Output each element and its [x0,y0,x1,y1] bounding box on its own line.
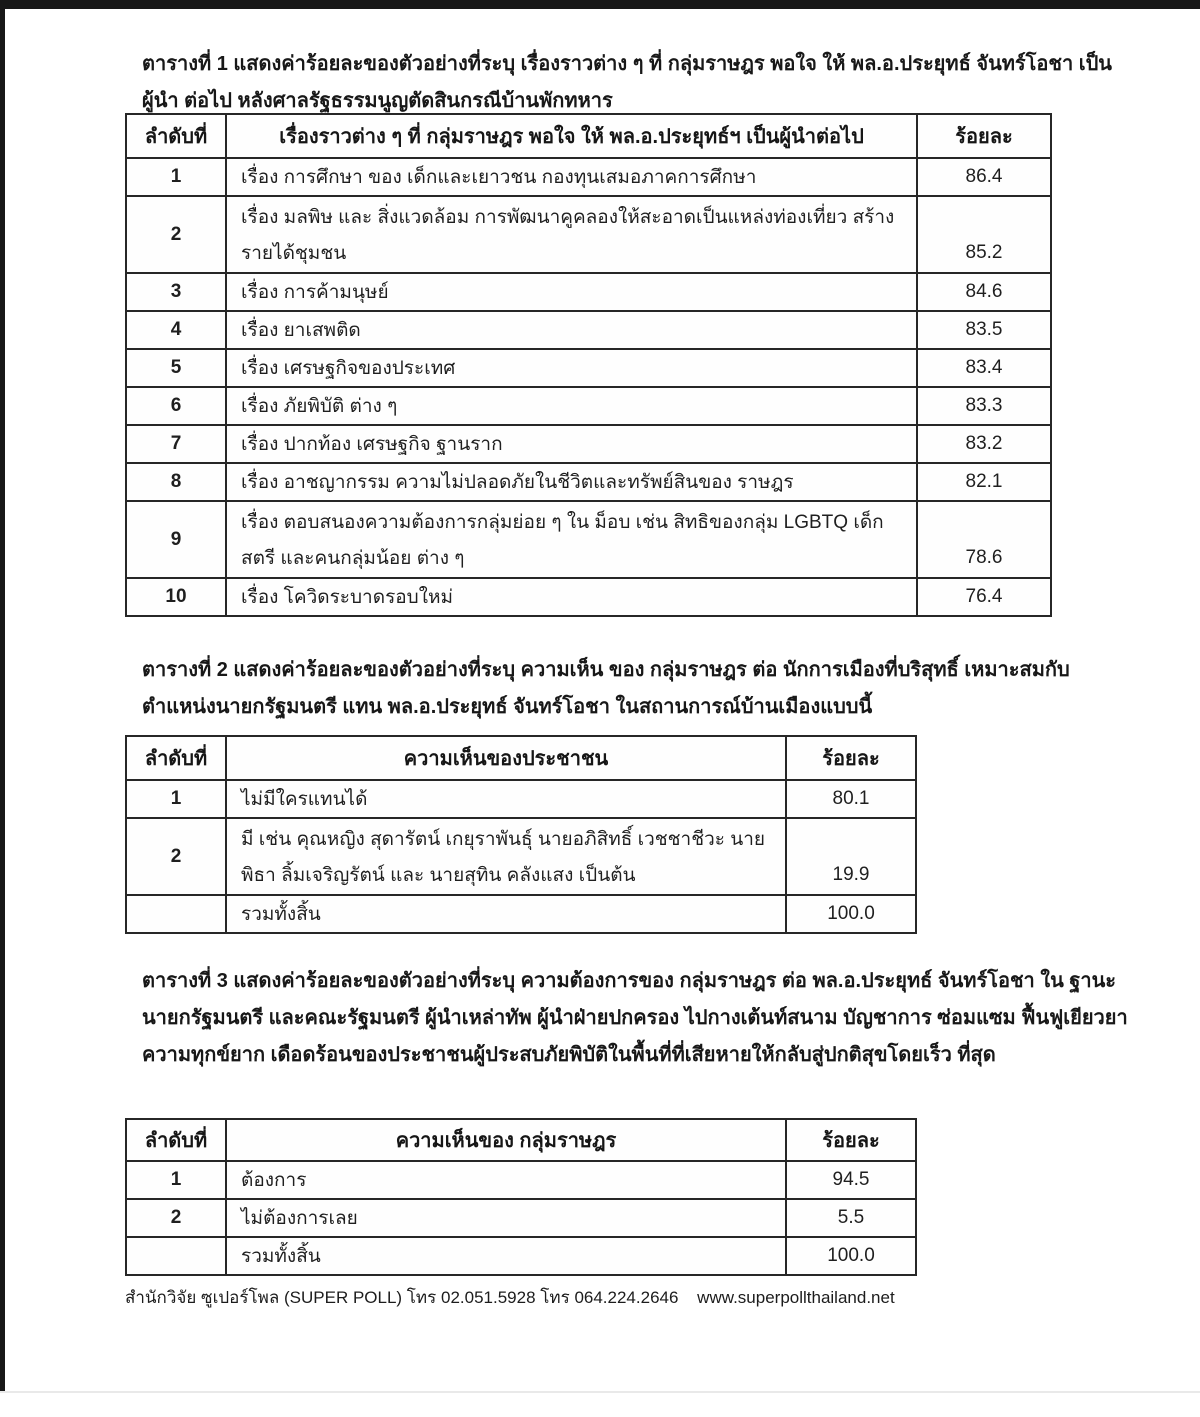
row-text: เรื่อง เศรษฐกิจของประเทศ [226,349,917,387]
table-row [126,387,1051,425]
table-1 [125,113,1052,617]
column-header-opinion: ความเห็นของประชาชน [226,736,786,780]
table-row [126,158,1051,196]
row-number: 1 [126,1161,226,1199]
table-row [126,196,1051,273]
table-row [126,1237,916,1275]
row-text: เรื่อง การศึกษา ของ เด็กและเยาวชน กองทุนเสมอภาคการศึกษา [226,158,917,196]
table-1-header-row [126,114,1051,158]
row-percent: 83.4 [917,349,1051,387]
row-number [126,1237,226,1275]
row-number: 2 [126,818,226,895]
row-percent: 76.4 [917,578,1051,616]
row-number: 3 [126,273,226,311]
scan-edge-left [0,0,5,1392]
table-3-title: ตารางที่ 3 แสดงค่าร้อยละของตัวอย่างที่ระบุ ความต้องการของ กลุ่มราษฎร ต่อ พล.อ.ประยุทธ์ จันทร์โอชา ใน ฐานะ นายกรัฐมนตรี และคณะรัฐมนตรี ผู้นำเหล่าทัพ ผู้นำฝ่ายปกครอง ไปกางเต้นท์สนาม บัญชาการ ซ่อมแซม ฟื้นฟูเยียวยา ความทุกข์ยาก เดือดร้อนของประชาชนผู้ประสบภัยพิบัติในพื้นที่ที่เสียหายให้กลับสู่ปกติสุขโดยเร็ว ที่สุด [142,970,1128,1066]
table-row [126,349,1051,387]
row-text: รวมทั้งสิ้น [226,895,786,933]
table-row [126,311,1051,349]
row-text: ไม่มีใครแทนได้ [226,780,786,818]
row-text: รวมทั้งสิ้น [226,1237,786,1275]
row-number: 7 [126,425,226,463]
table-row [126,780,916,818]
column-header-percent: ร้อยละ [786,1119,916,1161]
table-1-title: ตารางที่ 1 แสดงค่าร้อยละของตัวอย่างที่ระบุ เรื่องราวต่าง ๆ ที่ กลุ่มราษฎร พอใจ ให้ พล.อ.ประยุทธ์ จันทร์โอชา เป็นผู้นำ ต่อไป หลังศาลรัฐธรรมนูญตัดสินกรณีบ้านพักทหาร [142,53,1112,112]
row-number: 10 [126,578,226,616]
row-number: 2 [126,196,226,273]
row-percent: 82.1 [917,463,1051,501]
row-number: 8 [126,463,226,501]
row-percent: 100.0 [786,1237,916,1275]
row-percent: 94.5 [786,1161,916,1199]
row-number: 6 [126,387,226,425]
table-row [126,463,1051,501]
row-number: 2 [126,1199,226,1237]
table-row [126,1161,916,1199]
row-text: เรื่อง ภัยพิบัติ ต่าง ๆ [226,387,917,425]
row-percent: 85.2 [917,196,1051,273]
row-number: 9 [126,501,226,578]
table-row [126,273,1051,311]
table-3-header-row [126,1119,916,1161]
row-text: เรื่อง ยาเสพติด [226,311,917,349]
footer [125,1284,895,1311]
row-number: 4 [126,311,226,349]
row-text: เรื่อง มลพิษ และ สิ่งแวดล้อม การพัฒนาคูคลองให้สะอาดเป็นแหล่งท่องเที่ยว สร้าง รายได้ชุมชน [226,196,917,273]
scan-edge-bottom [0,1391,1200,1393]
row-text: ไม่ต้องการเลย [226,1199,786,1237]
row-text: ต้องการ [226,1161,786,1199]
footer-website: www.superpollthailand.net [697,1288,895,1307]
row-text: เรื่อง ตอบสนองความต้องการกลุ่มย่อย ๆ ใน ม็อบ เช่น สิทธิของกลุ่ม LGBTQ เด็ก สตรี และคนกลุ่มน้อย ต่าง ๆ [226,501,917,578]
column-header-rank: ลำดับที่ [126,114,226,158]
table-row [126,895,916,933]
row-percent: 5.5 [786,1199,916,1237]
row-text: เรื่อง การค้ามนุษย์ [226,273,917,311]
table-row [126,578,1051,616]
table-2-header-row [126,736,916,780]
row-percent: 83.3 [917,387,1051,425]
row-number: 1 [126,780,226,818]
row-percent: 83.2 [917,425,1051,463]
row-percent: 84.6 [917,273,1051,311]
column-header-percent: ร้อยละ [786,736,916,780]
row-percent: 86.4 [917,158,1051,196]
table-row [126,425,1051,463]
row-percent: 100.0 [786,895,916,933]
column-header-topic: เรื่องราวต่าง ๆ ที่ กลุ่มราษฎร พอใจ ให้ พล.อ.ประยุทธ์ฯ เป็นผู้นำต่อไป [226,114,917,158]
row-number: 1 [126,158,226,196]
row-text: เรื่อง อาชญากรรม ความไม่ปลอดภัยในชีวิตและทรัพย์สินของ ราษฎร [226,463,917,501]
column-header-opinion: ความเห็นของ กลุ่มราษฎร [226,1119,786,1161]
column-header-rank: ลำดับที่ [126,736,226,780]
row-text: มี เช่น คุณหญิง สุดารัตน์ เกยุราพันธุ์ นายอภิสิทธิ์ เวชชาชีวะ นายพิธา ลิ้มเจริญรัตน์ และ นายสุทิน คลังแสง เป็นต้น [226,818,786,895]
row-percent: 78.6 [917,501,1051,578]
row-percent: 80.1 [786,780,916,818]
row-percent: 19.9 [786,818,916,895]
table-2 [125,735,917,934]
row-number: 5 [126,349,226,387]
table-2-title: ตารางที่ 2 แสดงค่าร้อยละของตัวอย่างที่ระบุ ความเห็น ของ กลุ่มราษฎร ต่อ นักการเมืองที่บริสุทธิ์ เหมาะสมกับ ตำแหน่งนายกรัฐมนตรี แทน พล.อ.ประยุทธ์ จันทร์โอชา ในสถานการณ์บ้านเมืองแบบนี้ [142,659,1070,718]
row-text: เรื่อง โควิดระบาดรอบใหม่ [226,578,917,616]
table-3 [125,1118,917,1276]
table-row [126,818,916,895]
row-percent: 83.5 [917,311,1051,349]
column-header-percent: ร้อยละ [917,114,1051,158]
table-row [126,501,1051,578]
table-row [126,1199,916,1237]
footer-source: สำนักวิจัย ซูเปอร์โพล (SUPER POLL) โทร 02.051.5928 โทร 064.224.2646 [125,1288,679,1307]
row-number [126,895,226,933]
column-header-rank: ลำดับที่ [126,1119,226,1161]
scan-edge-top [0,0,1200,9]
row-text: เรื่อง ปากท้อง เศรษฐกิจ ฐานราก [226,425,917,463]
